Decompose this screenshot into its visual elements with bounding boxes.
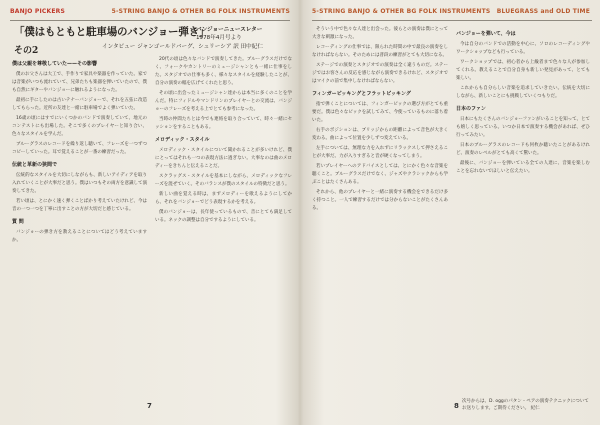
publication-name: バンジョーニュースレター	[196, 27, 263, 33]
page-number: 8	[454, 402, 459, 410]
footnote	[462, 398, 592, 412]
paragraph: スクラッグス・スタイルを基本にしながら、メロディックなフレーズを混ぜていく。そのバランスが僕のスタイルの特徴だと思う。	[155, 174, 292, 187]
paragraph: 右手のポジションは、ブリッジからの距離によって音色が大きく変わる。曲によって位置を少しずつ変えている。	[312, 128, 448, 141]
paragraph: 日本にもたくさんのバンジョーファンがいることを知って、とても嬉しく思っている。いつか日本で演奏する機会があれば、ぜひ行ってみたい。	[456, 117, 590, 138]
header-rule	[10, 20, 290, 21]
paragraph: 最後に、バンジョーを弾いている全ての人達に、音楽を楽しむことを忘れないでほしいと伝えたい。	[456, 161, 590, 174]
paragraph: 今は自分のバンドでの活動を中心に、ソロのレコーディングやワークショップなども行っている。	[456, 42, 590, 55]
text-column	[456, 26, 590, 178]
paragraph: 伝統的なスタイルを大切にしながらも、新しいアイディアを取り入れていくことが大事だと思う。僕はいつもその両方を意識して演奏してきた。	[12, 173, 147, 194]
paragraph: 当時の仲間たちとは今でも連絡を取り合っていて、時々一緒にセッションをすることもある。	[155, 117, 292, 130]
running-header	[312, 8, 590, 19]
credit-line: インタビュー ジャンゴールドバーグ、シュリーシア 訳 田中紀仁	[102, 44, 263, 50]
paragraph: 最初に手にしたのは古いテナーバンジョーで、それを五弦に改造してもらった。近所の友達と一緒に駐車場でよく弾いていた。	[12, 98, 147, 111]
paragraph: バンジョーの弾き方を教えることについてはどう考えていますか。	[12, 230, 147, 243]
paragraph: 指で弾くことについては、フィンガーピックの選び方がとても重要だ。僕は色々なピックを試してみて、今使っているものに落ち着いた。	[312, 102, 448, 123]
paragraph: それから、他のプレイヤーと一緒に演奏する機会をできるだけ多く持つこと。一人で練習するだけでは分からないことがたくさんある。	[312, 190, 448, 211]
source-block	[196, 26, 292, 42]
section-heading: 僕は父親を尊敬していた——その影響	[12, 61, 98, 67]
paragraph: 僕のお父さんは大工で、手作りで家具や楽器を作っていた。家では音楽がいつも流れていて、兄弟たちも楽器を弾いていたので、僕も自然にギターやバンジョーに触れるようになった。	[12, 72, 147, 93]
right-page	[302, 0, 600, 425]
section-heading: バンジョーを弾いて、今は	[456, 31, 516, 37]
paragraph: 若い頃は、とにかく速く弾くことばかり考えていたけれど、今は音の一つ一つを丁寧に出すことの方が大切だと感じている。	[12, 199, 147, 212]
paragraph: ステージでの演奏とスタジオでの演奏は全く違うものだ。ステージではお客さんの反応を感じながら演奏できるけれど、スタジオではマイクの前で集中しなければならない。	[312, 63, 448, 84]
category-title: BLUEGRASS and OLD TIME	[496, 8, 590, 15]
article-part: その2	[14, 46, 39, 56]
paragraph: 16歳の頃にはすでにいくつかのバンドで演奏していて、地元のコンテストにも出場した。そこで多くのプレイヤーと知り合い、色々なスタイルを学んだ。	[12, 116, 147, 137]
footnote-text: 次号からは、D. oggのパタン・ペアの演奏テクニックについてお送りします。ご期待ください。	[462, 399, 589, 411]
header-rule	[312, 20, 592, 21]
issue-label: 1978年4月号より	[196, 35, 242, 41]
page-number: 7	[147, 402, 152, 410]
series-title: 5-STRING BANJO & OTHER BG FOLK INSTRUMENTS	[111, 8, 290, 15]
paragraph: これからも自分らしい音楽を追求していきたい。伝統を大切にしながら、新しいことにも挑戦していくつもりだ。	[456, 86, 590, 99]
left-page	[0, 0, 298, 425]
paragraph: 僕のバンジョーは、長年使っているもので、音にとても満足している。ネックの調整は自分でするようにしている。	[155, 210, 292, 223]
section-heading: 伝統と革新の狭間で	[12, 162, 58, 168]
running-header	[10, 8, 290, 19]
section-heading: 日本のファン	[456, 106, 486, 112]
paragraph: ブルーグラスのレコードを繰り返し聴いて、フレーズを一つずつコピーしていった。耳で覚えることが一番の練習だった。	[12, 142, 147, 155]
footnote-sign: 紀仁	[530, 406, 540, 411]
series-title: 5-STRING BANJO & OTHER BG FOLK INSTRUMENTS	[312, 8, 491, 15]
paragraph: 新しい曲を覚える時は、まずメロディーを歌えるようにしてから、それをバンジョーでどう表現するかを考える。	[155, 192, 292, 205]
paragraph: 左手については、無理な力を入れずにリラックスして押さえることが大事だ。力が入りすぎると音が硬くなってしまう。	[312, 146, 448, 159]
paragraph: 日本のブルーグラスのレコードも何枚か聴いたことがあるけれど、演奏のレベルがとても高くて驚いた。	[456, 143, 590, 156]
section-heading: 質 問	[12, 219, 24, 225]
paragraph: 20代の頃は色々なバンドで演奏してきた。ブルーグラスだけでなく、フォークやカントリーのミュージシャンとも一緒に仕事をした。スタジオでの仕事も多く、様々なスタイルを経験したことが、自分の演奏の幅を広げてくれたと思う。	[155, 57, 292, 86]
paragraph: その頃に出会ったミュージシャン達からは本当に多くのことを学んだ。特にフィドルやマンドリンのプレイヤーとの交流は、バンジョーのフレーズを考える上でとても参考になった。	[155, 91, 292, 112]
section-heading: メロディック・スタイル	[155, 137, 210, 143]
paragraph: レコーディングの仕事では、限られた時間の中で最良の演奏をしなければならない。そのためには普段の練習がとても大切になる。	[312, 45, 448, 58]
article-title: 「僕はもともと駐車場のバンジョー弾き」	[14, 26, 210, 38]
paragraph: そういう中で色々な人達と出会った。彼らとの演奏は僕にとって大きな刺激になった。	[312, 27, 448, 40]
text-column	[312, 26, 448, 215]
section-heading: フィンガーピッキングとフラットピッキング	[312, 91, 411, 97]
paragraph: 若いプレイヤーへのアドバイスとしては、とにかく色々な音楽を聴くこと。ブルーグラスだけでなく、ジャズやクラシックからも学ぶことはたくさんある。	[312, 164, 448, 185]
paragraph: メロディック・スタイルについて聞かれることが多いけれど、僕にとってはそれも一つの表現方法に過ぎない。大事なのは曲のメロディーをきちんと伝えることだ。	[155, 148, 292, 169]
text-column	[155, 56, 292, 227]
magazine-name: BANJO PICKERS	[10, 8, 65, 15]
text-column	[12, 56, 147, 247]
paragraph: ワークショップでは、初心者から上級者まで色々な人が参加してくれる。教えることで自分自身も新しい発見があって、とても楽しい。	[456, 60, 590, 81]
